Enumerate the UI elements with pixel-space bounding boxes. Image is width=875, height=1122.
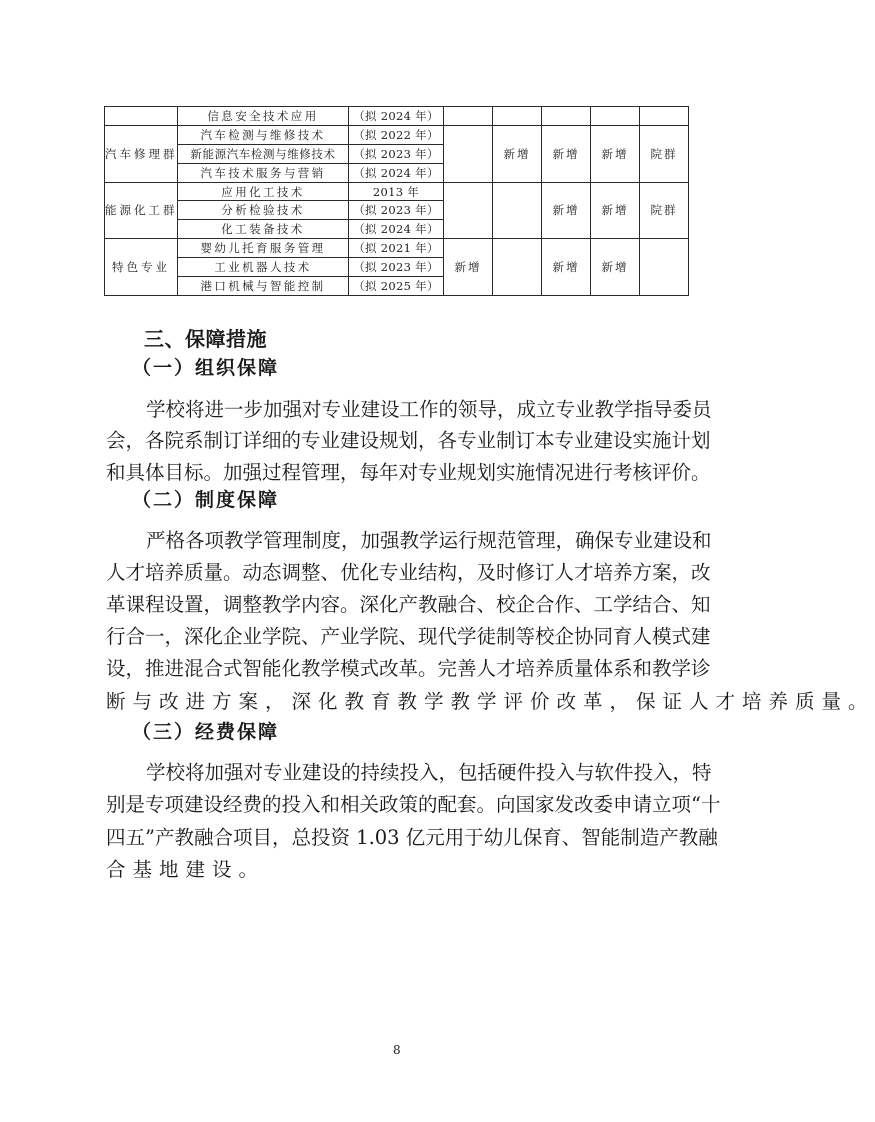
group-cell: 特色专业 bbox=[105, 239, 178, 296]
major-cell: 汽车技术服务与营销 bbox=[178, 163, 349, 182]
major-cell: 化工装备技术 bbox=[178, 220, 349, 239]
mark-cell: 院群 bbox=[640, 182, 689, 239]
paragraph-line: 断与改进方案，深化教育教学教学评价改革，保证人才培养质量。 bbox=[106, 690, 875, 713]
paragraph-line: 别是专项建设经费的投入和相关政策的配套。向国家发改委申请立项“十 bbox=[106, 793, 721, 816]
major-cell: 婴幼儿托育服务管理 bbox=[178, 239, 349, 258]
paragraph-line: 严格各项教学管理制度，加强教学运行规范管理，确保专业建设和 bbox=[146, 529, 712, 552]
year-cell: （拟 2024 年） bbox=[349, 107, 444, 126]
major-cell: 分析检验技术 bbox=[178, 201, 349, 220]
mark-cell: 新增 bbox=[591, 239, 640, 296]
mark-cell: 新增 bbox=[493, 125, 542, 182]
section-heading: 三、保障措施 bbox=[144, 327, 267, 351]
mark-cell bbox=[591, 107, 640, 126]
group-cell bbox=[105, 107, 178, 126]
paragraph-line: 学校将加强对专业建设的持续投入，包括硬件投入与软件投入，特 bbox=[146, 761, 712, 784]
group-cell: 能源化工群 bbox=[105, 182, 178, 239]
major-cell: 汽车检测与维修技术 bbox=[178, 125, 349, 144]
major-cell: 信息安全技术应用 bbox=[178, 107, 349, 126]
mark-cell bbox=[542, 107, 591, 126]
mark-cell: 新增 bbox=[591, 125, 640, 182]
year-cell: （拟 2023 年） bbox=[349, 144, 444, 163]
mark-cell: 新增 bbox=[591, 182, 640, 239]
major-cell: 工业机器人技术 bbox=[178, 258, 349, 277]
paragraph-line: 四五”产教融合项目，总投资 1.03 亿元用于幼儿保育、智能制造产教融 bbox=[106, 826, 718, 849]
paragraph-line: 设，推进混合式智能化教学模式改革。完善人才培养质量体系和教学诊 bbox=[106, 657, 711, 680]
mark-cell: 新增 bbox=[444, 239, 493, 296]
mark-cell bbox=[444, 182, 493, 239]
subsection-heading: （三）经费保障 bbox=[132, 721, 280, 743]
paragraph-line: 革课程设置，调整教学内容。深化产教融合、校企合作、工学结合、知 bbox=[106, 593, 711, 616]
major-cell: 新能源汽车检测与维修技术 bbox=[178, 144, 349, 163]
mark-cell bbox=[444, 125, 493, 182]
table-row bbox=[105, 182, 689, 201]
page-number: 8 bbox=[393, 1043, 401, 1057]
paragraph-line: 和具体目标。加强过程管理，每年对专业规划实施情况进行考核评价。 bbox=[106, 461, 711, 484]
paragraph-line: 人才培养质量。动态调整、优化专业结构，及时修订人才培养方案，改 bbox=[106, 561, 711, 584]
major-plan-table bbox=[104, 106, 689, 296]
paragraph-line: 学校将进一步加强对专业建设工作的领导，成立专业教学指导委员 bbox=[146, 398, 712, 421]
mark-cell bbox=[640, 107, 689, 126]
year-cell: （拟 2023 年） bbox=[349, 201, 444, 220]
subsection-heading: （一）组织保障 bbox=[132, 357, 280, 379]
year-cell: （拟 2024 年） bbox=[349, 163, 444, 182]
year-cell: （拟 2023 年） bbox=[349, 258, 444, 277]
year-cell: （拟 2024 年） bbox=[349, 220, 444, 239]
table-row bbox=[105, 239, 689, 258]
group-cell: 汽车修理群 bbox=[105, 125, 178, 182]
mark-cell bbox=[493, 182, 542, 239]
mark-cell: 院群 bbox=[640, 125, 689, 182]
paragraph-line: 行合一，深化企业学院、产业学院、现代学徒制等校企协同育人模式建 bbox=[106, 625, 711, 648]
mark-cell bbox=[493, 239, 542, 296]
major-cell: 应用化工技术 bbox=[178, 182, 349, 201]
major-cell: 港口机械与智能控制 bbox=[178, 277, 349, 296]
mark-cell bbox=[493, 107, 542, 126]
mark-cell: 新增 bbox=[542, 182, 591, 239]
year-cell: （拟 2021 年） bbox=[349, 239, 444, 258]
year-cell: （拟 2025 年） bbox=[349, 277, 444, 296]
mark-cell bbox=[444, 107, 493, 126]
subsection-heading: （二）制度保障 bbox=[132, 489, 280, 511]
mark-cell bbox=[640, 239, 689, 296]
mark-cell: 新增 bbox=[542, 125, 591, 182]
paragraph-line: 会，各院系制订详细的专业建设规划，各专业制订本专业建设实施计划 bbox=[106, 429, 711, 452]
table-row bbox=[105, 125, 689, 144]
year-cell: 2013 年 bbox=[349, 182, 444, 201]
paragraph-line: 合基地建设。 bbox=[106, 858, 266, 881]
year-cell: （拟 2022 年） bbox=[349, 125, 444, 144]
table-row bbox=[105, 107, 689, 126]
mark-cell: 新增 bbox=[542, 239, 591, 296]
